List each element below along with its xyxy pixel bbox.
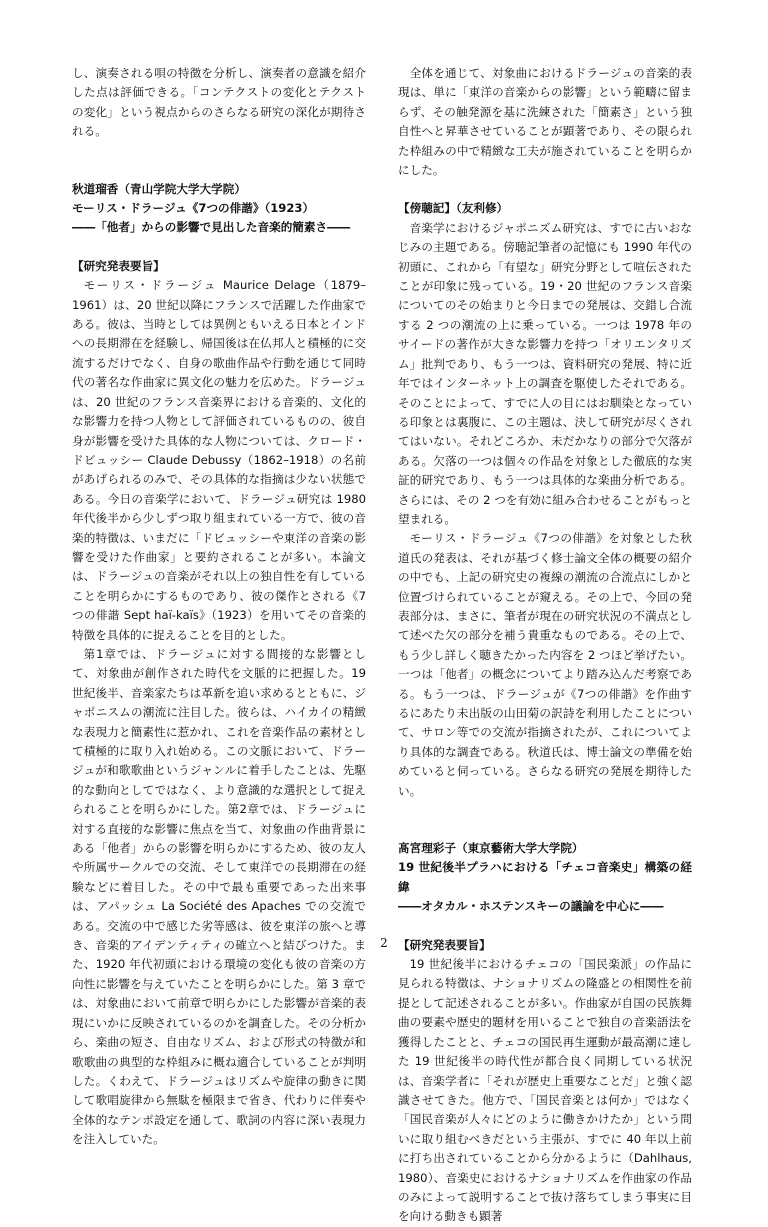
abstract-paragraph-1: モーリス・ドラージュ Maurice Delage（1879–1961）は、20 世紀以降にフランスで活躍した作曲家である。彼は、当時としては異例ともいえる日本とインドへの長期滞在を経験し、帰国後は在仏邦人と積極的に交流するだけでなく、自身の歌曲作品や行動を通じて同時代の著名な作曲家に異文化の魅力を広めた。ドラージュは、20 世紀のフランス音楽界における音楽的、文化的な影響力を持つ人物として評価されているものの、彼自身が影響を受けた具体的な人物については、クロード・ドビュッシー Claude Debussy（1862–1918）の名前があげられるのみで、その具体的な指摘は少ない状態である。今日の音楽学において、ドラージュ研究は 1980 年代後半から少しずつ取り組まれている一方で、彼の音楽的特徴は、いまだに「ドビュッシーや東洋の音楽の影響を受けた作曲家」と要約されることが多い。本論文は、ドラージュの音楽がそれ以上の独自性を有していることを明らかにするものであり、彼の傑作とされる《7つの俳諧 Sept haï-kaïs》（1923）を用いてその音楽的特徴を具体的に捉えることを目的とした。 [72, 278, 366, 642]
presentation-title: モーリス・ドラージュ《7つの俳諧》（1923） [72, 201, 315, 216]
abstract-paragraph-2: 第1章では、ドラージュに対する間接的な影響として、対象曲が創作された時代を文脈的に把握した。19 世紀後半、音楽家たちは革新を追い求めるとともに、ジャポニスムの潮流に注目した。彼らは、ハイカイの精緻な表現力と簡素性に惹かれ、これを音楽作品の素材として積極的に取り入れ始める。この文脈において、ドラージュが和歌歌曲というジャンルに着手したことは、先駆的な動向としてではなく、より意識的な選択として捉えられることを明らかにした。第2章では、ドラージュに対する直接的な影響に焦点を当て、対象曲の作曲背景にある「他者」からの影響を明らかにするため、彼の友人や所属サークルでの交流、そして東洋での長期滞在の経験などに着目した。その中で最も重要であった出来事は、アパッシュ La Société des Apaches での交流である。交流の中で感じた劣等感は、彼を東洋の旅へと導き、音楽的アイデンティティの確立へと結びつけた。また、1920 年代初頭における環境の変化も彼の音楽の方向性に影響を与えていたことを明らかにした。第 3 章では、対象曲において前章で明らかにした影響が音楽的表現にいかに反映されているのかを調査した。その分析から、楽曲の短さ、自由なリズム、および形式の特徴が和歌歌曲の典型的な枠組みに概ね適合していることが判明した。くわえて、ドラージュはリズムや旋律の動きに関して歌唱旋律から無駄を極限まで省き、代わりに伴奏や全体的なテンポ設定を通して、歌詞の内容に深い表現力を注入していた。 [72, 646, 366, 1147]
presentation-subtitle-2: ――オタカル・ホステンスキーの議論を中心に―― [398, 899, 664, 914]
presenter-name-2: 髙宮理彩子（東京藝術大学大学院） [398, 841, 584, 856]
presentation-subtitle: ――「他者」からの影響で見出した音楽的簡素さ―― [72, 220, 351, 235]
presenter-name: 秋道瑠香（青山学院大学大学院） [72, 181, 246, 196]
page-number: 2 [380, 936, 388, 950]
comment-heading: 【傍聴記】（友利修） [398, 201, 509, 216]
intro-paragraph: し、演奏される唄の特徴を分析し、演奏者の意識を紹介した点は評価できる。「コンテクストの変化とテクストの変化」という視点からのさらなる研究の深化が期待される。 [72, 66, 366, 139]
abstract-paragraph-4: 19 世紀後半におけるチェコの「国民楽派」の作品に見られる特徴は、ナショナリズムの隆盛との相関性を前提として記述されることが多い。作曲家が自国の民族舞曲の要素や歴史的題材を用いることで独自の音楽語法を獲得したことと、チェコの国民再生運動が最高潮に達した 19 世紀後半の時代性が都合良く同期している状況は、音楽学者に「それが歴史上重要なことだ」と強く認識させてきた。他方で、「国民音楽とは何か」ではなく「国民音楽が人々にどのように働きかけたか」という問いに取り組むべきだという主張が、すでに 40 年以上前に打ち出されていることから分かるように（Dahlhaus, 1980）、音楽史におけるナショナリズムを作曲家の作品のみによって説明することで抜け落ちてしまう事実に目を向ける動きも顕著 [398, 957, 692, 1224]
comment-paragraph-2: モーリス・ドラージュ《7つの俳諧》を対象とした秋道氏の発表は、それが基づく修士論文全体の概要の紹介の中でも、上記の研究史の複線の潮流の合流点にしかと位置づけられていることが窺える。その上で、今回の発表部分は、まさに、筆者が現在の研究状況の不満点として述べた欠の部分を補う貴重なものである。その上で、もう少し詳しく聴きたかった内容を 2 つほど挙げたい。一つは「他者」の概念についてより踏み込んだ考察である。もう一つは、ドラージュが《7つの俳諧》を作曲するにあたり未出版の山田菊の訳詩を利用したことについて、サロン等での交流が指摘されたが、これについてより具体的な調査である。秋道氏は、博士論文の準備を始めていると伺っている。さらなる研究の発展を期待したい。 [398, 531, 692, 798]
abstract-heading-2: 【研究発表要旨】 [398, 937, 491, 952]
right-column [398, 64, 692, 1227]
abstract-paragraph-3: 全体を通じて、対象曲におけるドラージュの音楽的表現は、単に「東洋の音楽からの影響」という範疇に留まらず、その触発源を基に洗練された「簡素さ」という独自性へと昇華させていることが顕著であり、その限られた枠組みの中で精緻な工夫が施されていることを明らかにした。 [398, 66, 692, 178]
left-column [72, 64, 366, 1150]
abstract-heading: 【研究発表要旨】 [72, 258, 165, 273]
comment-paragraph-1: 音楽学におけるジャポニズム研究は、すでに古いおなじみの主題である。傍聴記筆者の記憶にも 1990 年代の初頭に、これから「有望な」研究分野として喧伝されたことが印象に残っている。19・20 世紀のフランス音楽についてのその始まりと今日までの発展は、交錯し合流する 2 つの潮流の上に乗っている。一つは 1978 年のサイードの著作が大きな影響力を持つ「オリエンタリズム」批判であり、もう一つは、資料研究の発展、特に近年ではインターネット上の調査を駆使したそれである。そのことによって、すでに人の目にはお馴染となっている印象とは裏腹に、この主題は、決して研究が尽くされてはいない。それどころか、未だかなりの部分で欠落がある。欠落の一つは個々の作品を対象とした徹底的な実証的研究であり、もう一つは具体的な楽曲分析である。さらには、その 2 つを有効に組み合わせることがもっと望まれる。 [398, 220, 692, 526]
presentation-title-2: 19 世紀後半プラハにおける「チェコ音楽史」構築の経緯 [398, 860, 692, 894]
